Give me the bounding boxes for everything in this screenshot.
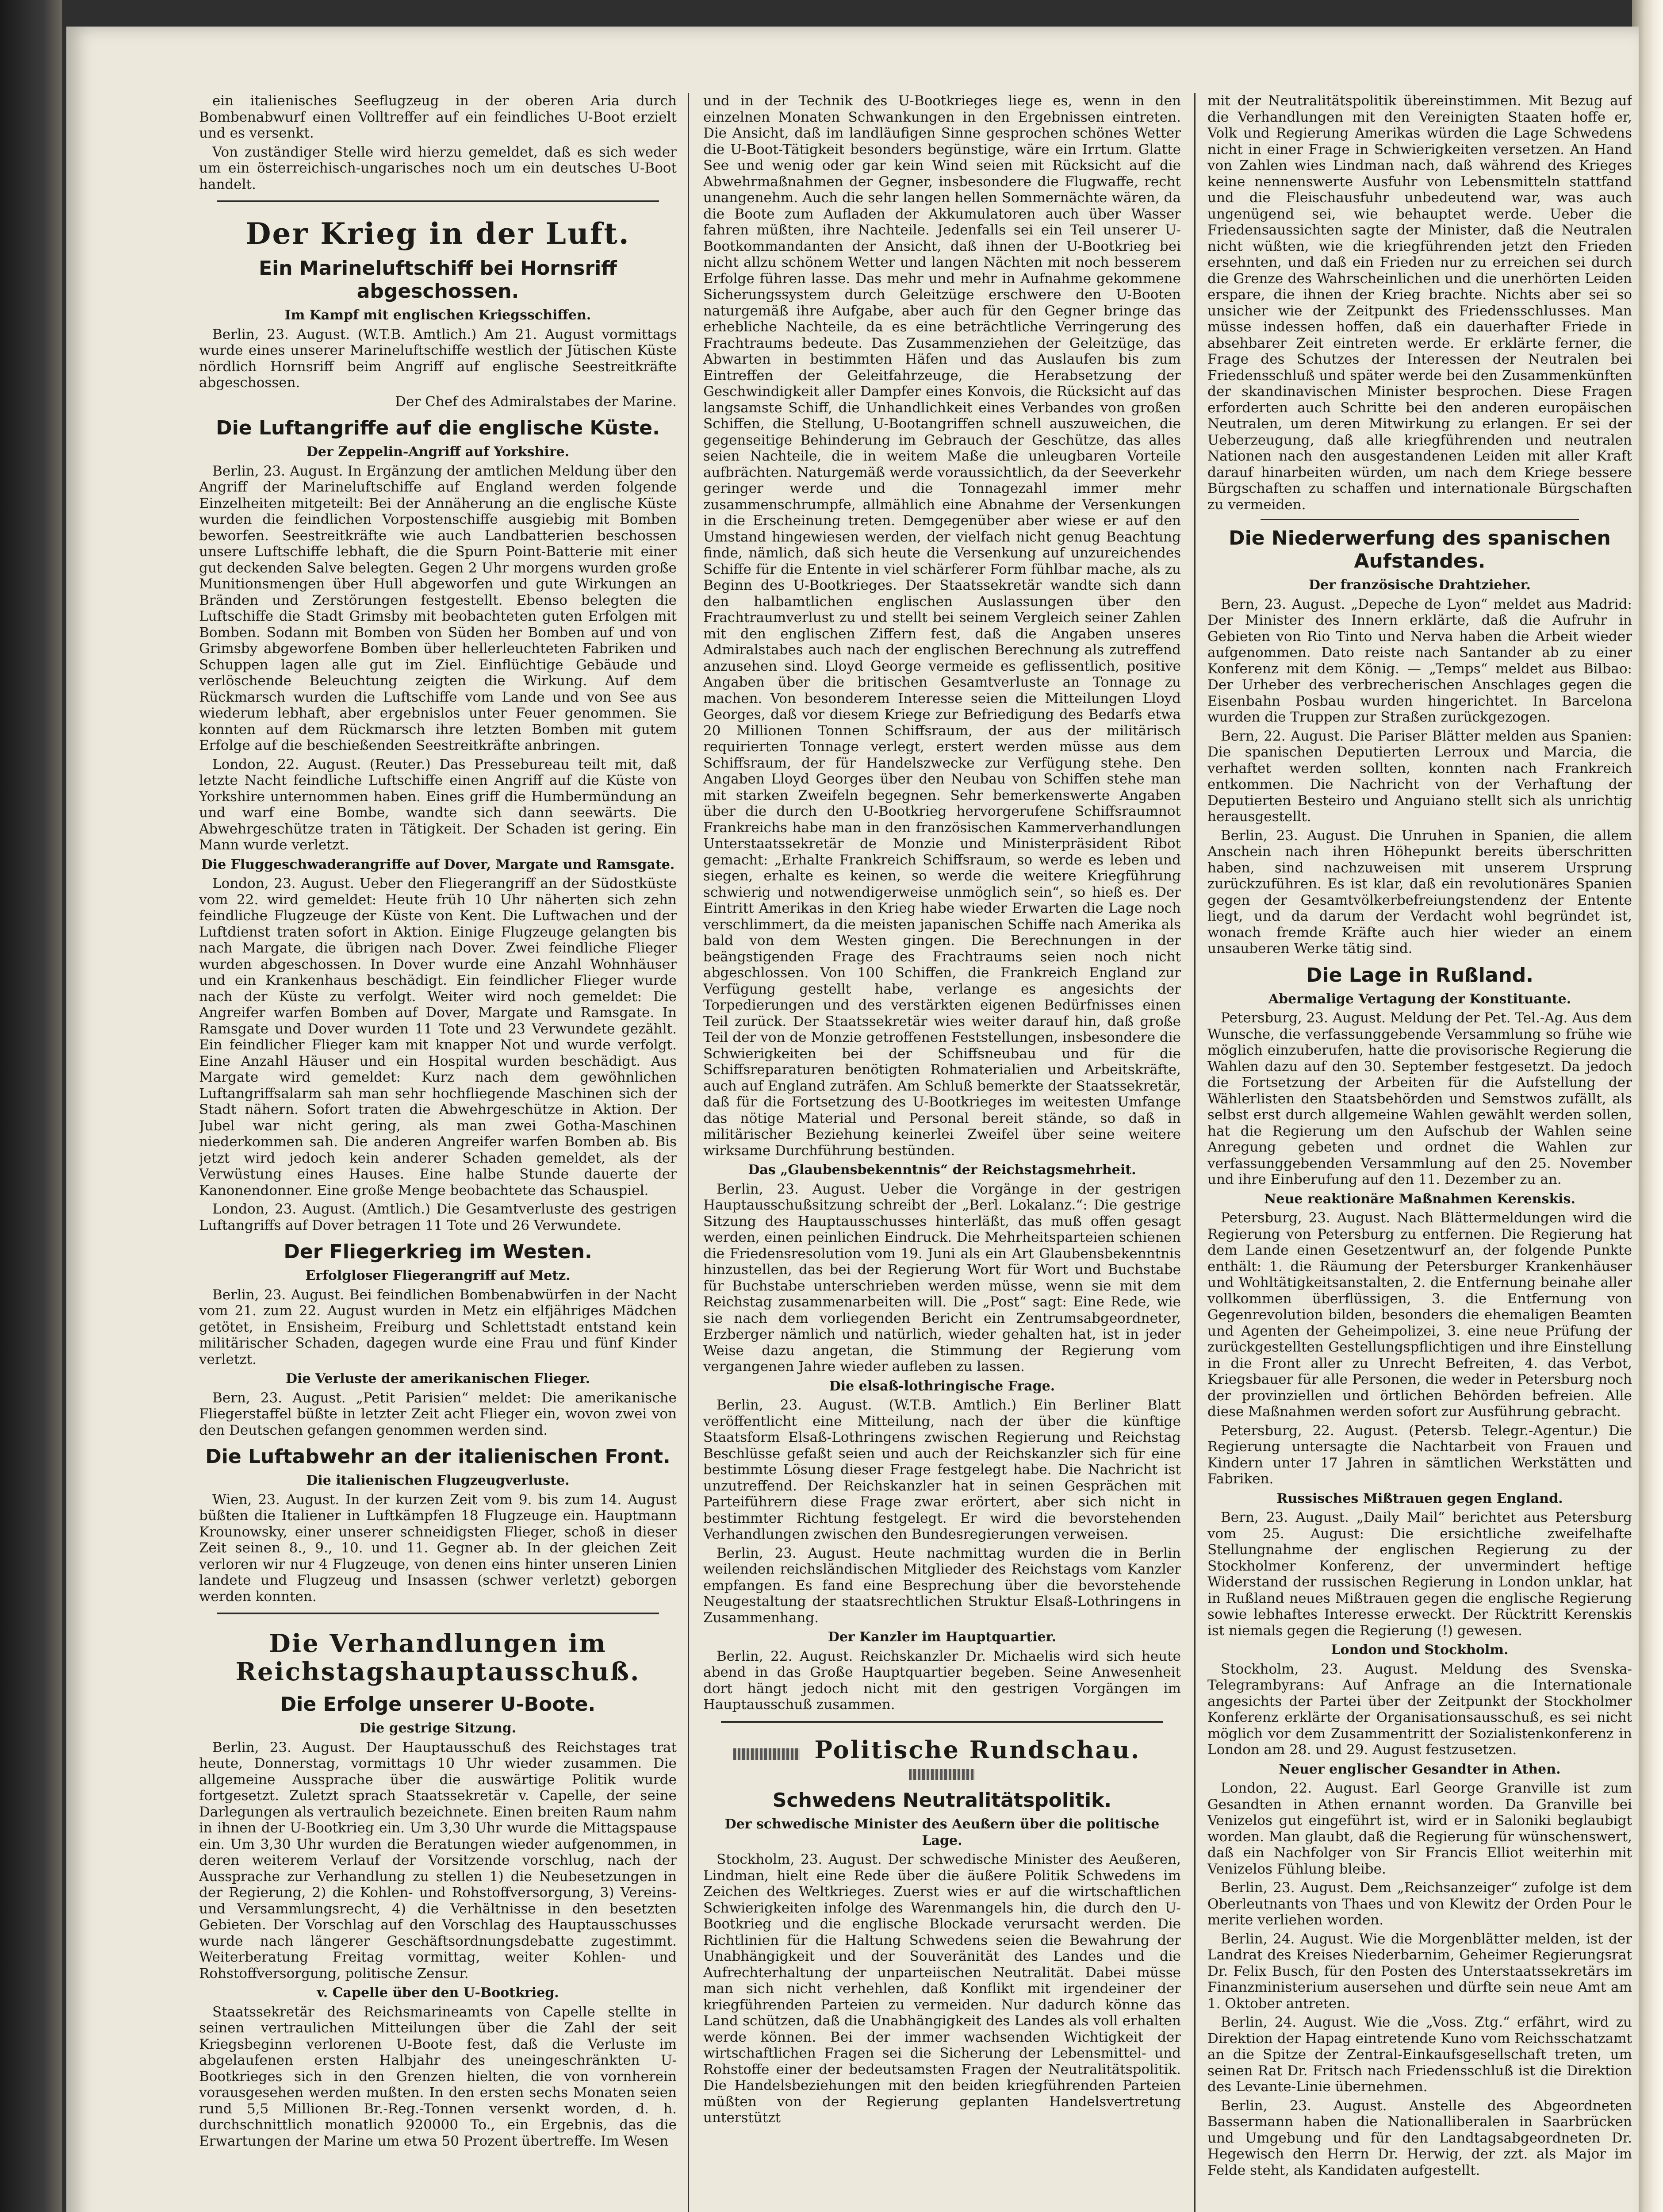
article-text: Stockholm, 23. August. Der schwedische Minister des Aeußeren, Lindman, hielt eine Rede über die äußere Politik Schwedens im Zeichen des Weltkrieges. Zuerst wies er auf die wirtschaftlichen Schwierigkeiten infolge des Warenmangels hin, die durch den U-Bootkrieg und die englische Blockade verursacht werden. Die Richtlinien für die Haltung Schwedens seien die Bewahrung der Unabhängigkeit und der Souveränität des Landes und die Aufrechterhaltung der unparteiischen Neutralität. Dabei müsse man sich nicht verhehlen, daß Konflikt mit irgendeiner der kriegführenden Parteien zu vermeiden. Nur dadurch könne das Land schützen, daß die Unabhängigkeit des Landes als voll erhalten werde können. Bei der immer wachsenden Wichtigkeit der wirtschaftlichen Fragen sei die Sicherung der Lebensmittel- und Rohstoffe einer der bedeutsamsten Fragen der Neutralitätspolitik. Die Handelsbeziehungen mit den beiden kriegführenden Parteien müßten von der Regierung geplanten Handelsvertretung unterstützt — [703, 1851, 1181, 2126]
article-text: Bern, 22. August. Die Pariser Blätter melden aus Spanien: Die spanischen Deputierten Lerroux und Marcia, die verhaftet werden sollten, konnten nach Frankreich entkommen. Die Nachricht von der Verhaftung der Deputierten Besteiro und Anguiano stellt sich als unrichtig herausgestellt. — [1207, 728, 1632, 825]
article-subheading: v. Capelle über den U-Bootkrieg. — [317, 1985, 559, 2001]
article-subheading: Russisches Mißtrauen gegen England. — [1276, 1490, 1563, 1506]
article-headline: Die Lage in Rußland. — [1306, 964, 1534, 987]
article-headline: Die Niederwerfung des spanischen Aufstandes. — [1229, 527, 1611, 572]
article-subheading: Der Zeppelin-Angriff auf Yorkshire. — [306, 444, 570, 460]
section-heading: Die Verhandlungen im Reichstagshauptausschuß. — [235, 1629, 640, 1686]
article-subheading: Im Kampf mit englischen Kriegsschiffen. — [284, 307, 591, 323]
article-text: Wien, 23. August. In der kurzen Zeit vom 9. bis zum 14. August büßten die Italiener in Luftkämpfen 18 Flugzeuge ein. Hauptmann Krounowsky, einer unserer schneidigsten Flieger, schoß in dieser Zeit seinen 8., 9., 10. und 11. Gegner ab. In der gleichen Zeit verloren wir nur 4 Flugzeuge, von denen eins hinter unseren Linien landete und Flugzeug und Insassen (schwer verletzt) geborgen werden konnten. — [199, 1491, 677, 1605]
article-subheading: Die Verluste der amerikanischen Flieger. — [285, 1371, 590, 1386]
article-text: Bern, 23. August. „Daily Mail“ berichtet aus Petersburg vom 25. August: Die ersichtliche zweifelhafte Stellungnahme der englischen Regierung zu der Stockholmer Konferenz, der unvermindert heftige Widerstand der russischen Regierung in London unklar, hat in Rußland neues Mißtrauen gegen die englische Regierung sowie lebhaftes Interesse erweckt. Der Rücktritt Kerenskis ist niemals gegen die Regierung (!) gewesen. — [1207, 1509, 1632, 1639]
article-subheading: Das „Glaubensbekenntnis“ der Reichstagsmehrheit. — [748, 1162, 1136, 1178]
article-text: Berlin, 23. August. Ueber die Vorgänge in der gestrigen Hauptausschußsitzung schreibt der „Berl. Lokalanz.“: Die gestrige Sitzung des Hauptausschusses hinterläßt, das muß offen gesagt werden, einen peinlichen Eindruck. Die Mehrheitsparteien schienen die Friedensresolution vom 19. Juni als ein Art Glaubensbekenntnis hinzustellen, das bei der Regierung Wort für Wort und Buchstabe für Buchstabe unterschrieben werden müsse, wenn sie mit dem Reichstag zusammenarbeiten will. Die „Post“ sagt: Eine Rede, wie sie nach dem vorliegenden Bericht ein Zentrumsabgeordneter, Erzberger nämlich und natürlich, wieder gehalten hat, ist in jeder Weise dazu angetan, die Stimmung der Regierung vom vergangenen Jahre wieder aufleben zu lassen. — [703, 1181, 1181, 1375]
column-2 — [703, 93, 1181, 2212]
section-divider — [217, 1613, 659, 1614]
article-text: Von zuständiger Stelle wird hierzu gemeldet, daß es sich weder um ein österreichisch-ungarisches noch um ein deutsches U-Boot handelt. — [199, 144, 677, 192]
article-headline: Der Fliegerkrieg im Westen. — [284, 1240, 592, 1263]
article-subheading: Abermalige Vertagung der Konstituante. — [1268, 991, 1571, 1007]
article-headline: Schwedens Neutralitätspolitik. — [772, 1789, 1112, 1812]
article-subheading: Die elsaß-lothringische Frage. — [829, 1378, 1055, 1394]
section-divider — [217, 200, 659, 202]
article-text: Berlin, 23. August. Heute nachmittag wurden die in Berlin weilenden reichsländischen Mitglieder des Reichstags vom Kanzler empfangen. Es fand eine Besprechung über die bevorstehende Neugestaltung der staatsrechtlichen Struktur Elsaß-Lothringens in Zusammenhang. — [703, 1545, 1181, 1626]
article-text: Petersburg, 22. August. (Petersb. Telegr.-Agentur.) Die Regierung untersagte die Nachtarbeit von Frauen und Kindern unter 17 Jahren in sämtlichen Werkstätten und Fabriken. — [1207, 1422, 1632, 1487]
article-text: Berlin, 23. August. Bei feindlichen Bombenabwürfen in der Nacht vom 21. zum 22. August wurden in Metz ein elfjähriges Mädchen getötet, in Ensisheim, Freiburg und Schlettstadt entstand kein militärischer Schaden, dagegen wurde eine Frau und fünf Kinder verletzt. — [199, 1286, 677, 1367]
section-divider — [721, 1721, 1163, 1723]
article-subheading: London und Stockholm. — [1331, 1642, 1509, 1658]
book-binding-shadow — [0, 0, 62, 2212]
article-text: Petersburg, 23. August. Nach Blättermeldungen wird die Regierung von Petersburg zu entfernen. Die Regierung hat dem Lande einen Gesetzentwurf an, der folgende Punkte enthält: 1. die Räumung der Petersburger Krankenhäuser und Wohltätigkeitsanstalten, 2. die Entfernung beinahe aller vollkommen überflüssigen, 3. die Entfernung von Gegenrevolution bilden, besonders die ehemaligen Beamten und Agenten der Geheimpolizei, 3. eine neue Prüfung der zurückgestellten Gestellungspflichtigen und ihre Einstellung in die Front aller zu Unrecht Befreiten, 4. das Verbot, Kriegsbauer für alle Personen, die weder in Petersburg noch der provinziellen und örtlichen Behörden befreien. Alle diese Maßnahmen werden sofort zur Ausführung gebracht. — [1207, 1210, 1632, 1420]
article-signature: Der Chef des Admiralstabes der Marine. — [395, 393, 677, 410]
article-text: Berlin, 22. August. Reichskanzler Dr. Michaelis wird sich heute abend in das Große Hauptquartier begeben. Seine Anwesenheit dort hängt jedoch nicht mit den gestrigen Vorgängen im Hauptausschuß zusammen. — [703, 1648, 1181, 1713]
newspaper-page — [66, 27, 1639, 2212]
article-subheading: Der schwedische Minister des Aeußern über die politische Lage. — [724, 1816, 1160, 1848]
article-text: Berlin, 23. August. Die Unruhen in Spanien, die allem Anschein nach ihren Höhepunkt bereits überschritten haben, sind nachzuweisen mit unserem Ursprung zurückzuführen. Es ist klar, daß ein revolutionäres Spanien gegen der Gesamtvölkerbefreiungstendenz der Entente liegt, und da darum der Verdacht wohl begründet ist, wonach fremde Kräfte auch hier wieder an einem unsauberen Werke tätig sind. — [1207, 827, 1632, 956]
column-rule-1 — [688, 93, 689, 2212]
ornament-left — [733, 1748, 800, 1760]
section-heading-row — [703, 1733, 1181, 1782]
ornament-right — [909, 1769, 975, 1780]
article-subheading: Neue reaktionäre Maßnahmen Kerenskis. — [1264, 1191, 1576, 1207]
article-text: ein italienisches Seeflugzeug in der oberen Aria durch Bombenabwurf einen Volltreffer auf ein feindliches U-Boot erzielt und es versenkt. — [199, 93, 677, 141]
article-text: Bern, 23. August. „Depeche de Lyon“ meldet aus Madrid: Der Minister des Innern erklärte, daß die Aufruhr in Gebieten von Rio Tinto und Nerva haben die Arbeit wieder aufgenommen. Dato reiste nach Santander ab zu einer Konferenz mit dem König. — „Temps“ meldet aus Bilbao: Der Urheber des verbrecherischen Anschlages gegen die Eisenbahn Posbau wurden hingerichtet. In Barcelona wurden die Truppen zur Straßen zurückgezogen. — [1207, 596, 1632, 725]
column-1 — [199, 93, 677, 2212]
article-headline: Die Luftangriffe auf die englische Küste. — [216, 417, 660, 439]
article-headline: Die Luftabwehr an der italienischen Front. — [205, 1445, 671, 1468]
article-subheading: Die italienischen Flugzeugverluste. — [306, 1473, 570, 1488]
article-subheading: Erfolgloser Fliegerangriff auf Metz. — [305, 1268, 571, 1283]
article-subheading: Der Kanzler im Hauptquartier. — [828, 1629, 1057, 1645]
article-text: London, 22. August. Earl George Granville ist zum Gesandten in Athen ernannt worden. Da Granville bei Venizelos gut eingeführt ist, wird er in Saloniki beglaubigt worden. Man glaubt, daß die Regierung für wünschenswert, daß ein Nachfolger von Sir Francis Elliot weiterhin mit Venizelos Fühlung bleibe. — [1207, 1780, 1632, 1877]
article-text: London, 22. August. (Reuter.) Das Pressebureau teilt mit, daß letzte Nacht feindliche Luftschiffe einen Angriff auf die Küste von Yorkshire unternommen haben. Eines griff die Humbermündung an und warf eine Bombe, wandte sich dann seewärts. Die Abwehrgeschütze traten in Tätigkeit. Der Schaden ist gering. Ein Mann wurde verletzt. — [199, 756, 677, 853]
article-text: Berlin, 23. August. Dem „Reichsanzeiger“ zufolge ist dem Oberleutnants von Thaes und von Klewitz der Orden Pour le merite verliehen worden. — [1207, 1880, 1632, 1928]
section-divider — [1261, 519, 1579, 520]
article-text: Berlin, 23. August. In Ergänzung der amtlichen Meldung über den Angriff der Marineluftschiffe auf England werden folgende Einzelheiten mitgeteilt: Bei der Annäherung an die englische Küste wurden die feindlichen Vorpostenschiffe ausgiebig mit Bomben beworfen. Seestreitkräfte wie auch Landbatterien beschossen unsere Luftschiffe lebhaft, die die Spurn Point-Batterie mit einer gut deckenden Salve belegten. Gegen 2 Uhr morgens wurden große Munitionsmengen über Hull abgeworfen und gute Wirkungen an Bränden und Zerstörungen festgestellt. Ebenso belegten die Luftschiffe die Stadt Grimsby mit beobachteten guten Erfolgen mit Bomben. Sodann mit Bomben von Süden her Bomben auf und von Grimsby abgeworfene Bomben über hellerleuchteten Fabriken und Schuppen lagen alle gut im Ziel. Einflüchtige Gebäude und verlöschende Beleuchtung zeigten die Wirkung. Auf dem Rückmarsch wurden die Luftschiffe vom Lande und von See aus wiederum lebhaft, aber ergebnislos unter Feuer genommen. Sie konnten auf dem Rückmarsch ihre letzten Bomben mit gutem Erfolge auf die beschießenden Seestreitkräfte anbringen. — [199, 463, 677, 753]
article-text: Berlin, 23. August. Anstelle des Abgeordneten Bassermann haben die Nationalliberalen in Saarbrücken und Umgebung und für den Landtagsabgeordneten Dr. Hegewisch den Herrn Dr. Herwig, der zzt. als Major im Felde steht, als Kandidaten aufgestellt. — [1207, 2097, 1632, 2178]
article-text: Berlin, 23. August. (W.T.B. Amtlich.) Ein Berliner Blatt veröffentlicht eine Mitteilung, nach der über die künftige Staatsform Elsaß-Lothringens zwischen Regierung und Reichstag Beschlüsse gefaßt seien und auch der Reichskanzler sich für eine bestimmte Lösung dieser Frage festgelegt habe. Die Nachricht ist unzutreffend. Der Reichskanzler hat in seinen Gesprächen mit Parteiführern diese Frage zwar erörtert, aber sich nicht in bestimmter Richtung festgelegt. Er wird die bevorstehenden Verhandlungen zwischen den Bundesregierungen verweisen. — [703, 1397, 1181, 1542]
article-text: Berlin, 23. August. Der Hauptausschuß des Reichstages trat heute, Donnerstag, vormittags 10 Uhr wieder zusammen. Die allgemeine Aussprache über die auswärtige Politik wurde fortgesetzt. Zuletzt sprach Staatssekretär v. Capelle, der seine Darlegungen als vertraulich bezeichnete. Einen breiten Raum nahm in ihnen der U-Bootkrieg ein. Um 3,30 Uhr wurde die Mittagspause ein. Um 3,30 Uhr wurden die Beratungen wieder aufgenommen, in deren weiterem Verlauf der Vorsitzende vorschlug, nach der Aussprache zur Verhandlung zu stellen 1) die Neubesetzungen in der Regierung, 2) die Kohlen- und Rohstoffversorgung, 3) Vereins- und Versammlungsrecht, 4) die Verhältnisse in den besetzten Gebieten. Der Vorschlag auf den Vorschlag des Hauptausschusses wurde nach längerer Geschäftsordnungsdebatte zugestimmt. Weiterberatung Freitag vormittag, weiter Kohlen- und Rohstoffversorgung, politische Zensur. — [199, 1739, 677, 1982]
section-heading: Der Krieg in der Luft. — [245, 216, 630, 251]
article-text: Stockholm, 23. August. Meldung des Svenska-Telegrambyrans: Auf Anfrage an die Internationale angesichts der Partei über der Zeitpunkt der Stockholmer Konferenz erklärte der Organisationsausschuß, es sei nicht möglich vor dem Zusammentritt der Sozialistenkonferenz in London am 28. und 29. August festzusetzen. — [1207, 1661, 1632, 1758]
article-text: London, 23. August. Ueber den Fliegerangriff an der Südostküste vom 22. wird gemeldet: Heute früh 10 Uhr näherten sich zehn feindliche Flugzeuge der Küste von Kent. Die Luftwachen und der Luftdienst traten sofort in Aktion. Einige Flugzeuge gelangten bis nach Margate, die übrigen nach Dover. Zwei feindliche Flieger wurden abgeschossen. In Dover wurde eine Anzahl Wohnhäuser und ein Krankenhaus beschädigt. Ein feindlicher Flieger wurde nach der Küste zu verfolgt. Weiter wird noch gemeldet: Die Angreifer warfen Bomben auf Dover, Margate und Ramsgate. In Ramsgate und Dover wurden 11 Tote und 23 Verwundete gezählt. Ein feindlicher Flieger kam mit knapper Not und wurde verfolgt. Eine Anzahl Häuser und ein Hospital wurden beschädigt. Aus Margate wird gemeldet: Kurz nach dem gewöhnlichen Luftangriffsalarm sah man sehr hochfliegende Maschinen sich der Stadt nähern. Sofort traten die Abwehrgeschütze in Aktion. Der Jubel war nicht gering, als man zwei Gotha-Maschinen niederkommen sah. Die anderen Angreifer warfen Bomben ab. Bis jetzt wird jedoch kein anderer Schaden gemeldet, als der Verwüstung eines Hauses. Eine halbe Stunde dauerte der Kanonendonner. Eine große Menge beobachtete das Schauspiel. — [199, 876, 677, 1198]
article-text: mit der Neutralitätspolitik übereinstimmen. Mit Bezug auf die Verhandlungen mit den Vereinigten Staaten hoffe er, Volk und Regierung Amerikas würden die Lage Schwedens nicht in einer Frage in Schwierigkeiten versetzen. An Hand von Zahlen wies Lindman nach, daß während des Krieges keine nennenswerte Ausfuhr von Lebensmitteln stattfand und die Fleischausfuhr unbedeutend war, was auch ungenügend sei, wie behauptet werde. Ueber die Friedensaussichten sagte der Minister, daß die Neutralen nicht wüßten, wie die kriegführenden jetzt den Frieden ersehnten, und daß ein Frieden nur zu erreichen sei durch die Grenze des Wahrscheinlichen und die unerhörten Leiden erspare, die ihnen der Krieg brachte. Nichts aber sei so unsicher wie der Zeitpunkt des Friedensschlusses. Man müsse indessen hoffen, daß ein dauerhafter Friede in absehbarer Zeit eintreten werde. Er erklärte ferner, die Frage des Schutzes der Interessen der Neutralen bei Friedensschluß und später werde bei den Zusammenkünften der skandinavischen Minister besprochen. Diese Fragen erforderten auch Schritte bei den anderen europäischen Neutralen, um deren Mitwirkung zu erlangen. Er sei der Ueberzeugung, daß alle kriegführenden und neutralen Nationen nach den ausgestandenen Leiden mit aller Kraft darauf hinarbeiten würden, um nach dem Kriege bessere Bürgschaften zu schaffen und internationale Bürgschaften zu vermeiden. — [1207, 93, 1632, 513]
section-heading: Politische Rundschau. — [814, 1735, 1141, 1764]
column-rule-2 — [1194, 93, 1196, 2212]
article-subheading: Die Fluggeschwaderangriffe auf Dover, Margate und Ramsgate. — [201, 856, 675, 872]
article-text: London, 23. August. (Amtlich.) Die Gesamtverluste des gestrigen Luftangriffs auf Dover betragen 11 Tote und 26 Verwundete. — [199, 1201, 677, 1233]
article-headline: Die Erfolge unserer U-Boote. — [280, 1693, 596, 1716]
article-text: Berlin, 24. August. Wie die „Voss. Ztg.“ erfährt, wird zu Direktion der Hapag eintretende Kuno vom Reichsschatzamt an die Spitze der Zentral-Einkaufsgesellschaft treten, um seinen Rat Dr. Fritsch nach Friedensschluß ist die Direktion des Levante-Linie übernehmen. — [1207, 2014, 1632, 2095]
article-subheading: Der französische Drahtzieher. — [1309, 577, 1531, 593]
article-text: und in der Technik des U-Bootkrieges liege es, wenn in den einzelnen Monaten Schwankungen in den Ergebnissen eintreten. Die Ansicht, daß im landläufigen Sinne gesprochen schönes Wetter die U-Boot-Tätigkeit besonders begünstige, wäre ein Irrtum. Glatte See und wenig oder gar kein Wind seien mit Rücksicht auf die Abwehrmaßnahmen der Gegner, insbesondere die Flugwaffe, recht unangenehm. Auch die sehr langen hellen Sommernächte wären, da die Boote zum Aufladen der Akkumulatoren auch über Wasser fahren müßten, ihre Nachteile. Jedenfalls sei ein Teil unserer U-Bootkommandanten der Ansicht, daß ihnen der U-Bootkrieg bei nicht allzu schönem Wetter und langen Nächten mit noch besserem Erfolge führen lasse. Das mehr und mehr in Aufnahme gekommene Sicherungssystem durch Geleitzüge erschwere den U-Booten naturgemäß ihre Aufgabe, aber auch für den Gegner bringe das erhebliche Nachteile, da es eine beträchtliche Verringerung des Frachtraums bedeute. Das Zusammenziehen der Geleitzüge, das Abwarten in bestimmten Häfen und das Auslaufen bis zum Eintreffen der Geleitfahrzeuge, die Herabsetzung der Geschwindigkeit aller Dampfer eines Konvois, die Rücksicht auf das langsamste Schiff, die Unhandlichkeit eines Verbandes von großen Schiffen, die Stellung, U-Bootangriffen schnell auszuweichen, die gegenseitige Behinderung im Gebrauch der Geschütze, das alles seien Nachteile, die in weitem Maße die unleugbaren Vorteile aufbrächten. Naturgemäß werde voraussichtlich, da der Seeverkehr geringer werde und die Tonnagezahl immer mehr zusammenschrumpfe, allmählich eine Abnahme der Versenkungen in die Erscheinung treten. Demgegenüber aber wiese er auf den Umstand hingewiesen werden, der vielfach nicht genug Beachtung finde, nämlich, daß sich heute die Versenkung auf unzureichendes Schiffe für die Entente in viel schärferer Form fühlbar mache, als zu Beginn des U-Bootkrieges. Der Staatssekretär wandte sich dann den halbamtlichen englischen Auslassungen über den Frachtraumverlust zu und stellt bei seinem Vergleich seiner Zahlen mit den englischen Ziffern fest, daß die Angaben unseres Admiralstabes auch nach der englischen Berechnung als zutreffend anzusehen sind. Lloyd George vermeide es geflissentlich, positive Angaben über die britischen Gesamtverluste an Tonnage zu machen. Von besonderem Interesse seien die Mitteilungen Lloyd Georges, daß vor diesem Kriege zur Befriedigung des Bedarfs etwa 20 Millionen Tonnen Schiffsraum, der aus der militärisch requirierten Tonnage verlegt, erstert werden müsse aus dem Schiffsraum, der für Handelszwecke zur Verfügung stehe. Den Angaben Lloyd Georges über den Neubau von Schiffen stehe man mit starken Zweifeln begegnen. Sehr bemerkenswerte Angaben über die durch den U-Bootkrieg hervorgerufene Schiffsraumnot Frankreichs habe man in den französischen Kammerverhandlungen Unterstaatssekretär de Monzie und Ministerpräsident Ribot gemacht: „Erhalte Frankreich Schiffsraum, so werde es leben und siegen, erhalte es keinen, so werde die weitere Kriegführung schwierig und notwendigerweise unmöglich sein“, so hieß es. Der Eintritt Amerikas in den Krieg habe wieder Erwarten die Lage noch verschlimmert, da die meisten japanischen Schiffe nach Amerika als bald von dem Westen gingen. Die Berechnungen in der beängstigenden Frage des Frachtraums seien noch nicht abgeschlossen. Von 100 Schiffen, die Frankreich England zur Verfügung gestellt habe, verlange es angesichts der Torpedierungen und des verstärkten eigenen Bedürfnisses einen Teil zurück. Der Staatssekretär wies weiter darauf hin, daß große Teil der von de Monzie getroffenen Feststellungen, insbesondere die Schwierigkeiten bei der Schiffsneubau und für die Schiffsreparaturen benötigten Rohmaterialien und Arbeitskräfte, auch auf England zuträfen. Am Schluß bemerkte der Staatssekretär, daß für die Fortsetzung des U-Bootkrieges im weitesten Umfange das nötige Material und Personal bereit stände, so daß in militärischer Beziehung keinerlei Zweifel über seine weitere wirksame Durchführung bestünden. — [703, 93, 1181, 1159]
article-text: Petersburg, 23. August. Meldung der Pet. Tel.-Ag. Aus dem Wunsche, die verfassunggebende Versammlung so frühe wie möglich einzuberufen, hatte die provisorische Regierung die Wahlen dazu auf den 30. September festgesetzt. Da jedoch die Fortsetzung der Arbeiten für die Aufstellung der Wählerlisten den Staatsbehörden und Semstwos zufällt, als selbst erst durch allgemeine Wahlen gewählt werden sollen, hat die Regierung um den Aufschub der Wahlen seine Anregung gebeten und ordnet die Wahlen zur verfassunggebenden Versammlung auf den 25. November und ihre Einberufung auf den 11. Dezember zu an. — [1207, 1010, 1632, 1187]
article-text: Berlin, 24. August. Wie die Morgenblätter melden, ist der Landrat des Kreises Niederbarnim, Geheimer Regierungsrat Dr. Felix Busch, für den Posten des Unterstaatssekretärs im Finanzministerium ausersehen und dürfte sein neue Amt am 1. Oktober antreten. — [1207, 1931, 1632, 2012]
article-text: Berlin, 23. August. (W.T.B. Amtlich.) Am 21. August vormittags wurde eines unserer Marineluftschiffe westlich der Jütischen Küste nördlich Hornsriff beim Angriff auf englische Seestreitkräfte abgeschossen. — [199, 326, 677, 391]
article-subheading: Die gestrige Sitzung. — [359, 1720, 517, 1736]
column-3 — [1207, 93, 1632, 2212]
article-headline: Ein Marineluftschiff bei Hornsriff abgeschossen. — [259, 257, 617, 303]
article-subheading: Neuer englischer Gesandter in Athen. — [1279, 1761, 1561, 1777]
article-text: Staatssekretär des Reichsmarineamts von Capelle stellte in seinen vertraulichen Mitteilungen über die Zahl der seit Kriegsbeginn verlorenen U-Boote fest, daß die Verluste im abgelaufenen ersten Halbjahr des uneingeschränkten U-Bootkrieges sich in den Grenzen hielten, die von vornherein vorausgesehen werden mußten. In den ersten sechs Monaten seien rund 5,5 Millionen Br.-Reg.-Tonnen versenkt worden, d. h. durchschnittlich monatlich 920000 To., ein Ergebnis, das die Erwartungen der Marine um etwa 50 Prozent übertreffe. Im Wesen — [199, 2004, 677, 2149]
article-text: Bern, 23. August. „Petit Parisien“ meldet: Die amerikanische Fliegerstaffel büßte in letzter Zeit acht Flieger ein, wovon zwei von den Deutschen gefangen genommen werden sind. — [199, 1390, 677, 1438]
